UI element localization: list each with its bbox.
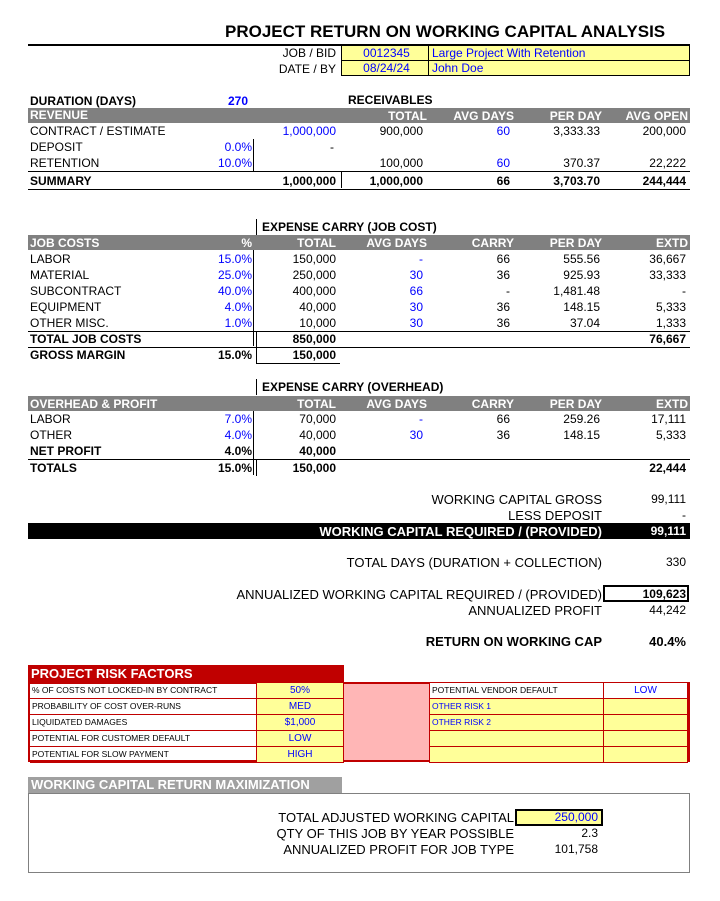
rcv-row2-open: 22,222 xyxy=(649,156,686,170)
totals-extd: 22,444 xyxy=(649,461,686,475)
max-adjusted-label: TOTAL ADJUSTED WORKING CAPITAL xyxy=(278,810,514,825)
overhead-section-title: EXPENSE CARRY (OVERHEAD) xyxy=(262,380,444,394)
rcv-col-open: AVG OPEN xyxy=(625,109,688,123)
jc-col-perday: PER DAY xyxy=(549,236,602,250)
jc-row-days[interactable]: - xyxy=(419,252,423,266)
risk-left-value[interactable]: HIGH xyxy=(256,747,344,763)
jc-row-pct[interactable]: 15.0% xyxy=(217,252,252,266)
jobcost-section-title: EXPENSE CARRY (JOB COST) xyxy=(262,220,437,234)
rcv-col-total: TOTAL xyxy=(388,109,427,123)
job-number-field[interactable]: 0012345 xyxy=(341,45,429,61)
risk-right-label[interactable]: OTHER RISK 1 xyxy=(429,699,604,715)
revenue-contract-total[interactable]: 1,000,000 xyxy=(282,124,336,138)
rcv-row2-perday: 370.37 xyxy=(563,156,600,170)
jc-row-extd: 36,667 xyxy=(649,252,686,266)
return-value: 40.4% xyxy=(649,634,686,649)
summary-bottomline xyxy=(28,189,690,190)
risk-title: PROJECT RISK FACTORS xyxy=(28,665,344,682)
oh-col-perday: PER DAY xyxy=(549,397,602,411)
risk-left-label: LIQUIDATED DAMAGES xyxy=(30,715,256,731)
jc-row-days[interactable]: 30 xyxy=(409,316,423,330)
risk-right-label[interactable] xyxy=(429,747,604,763)
risk-spacer xyxy=(343,684,429,760)
oh-row-total: 40,000 xyxy=(299,428,336,442)
wc-required-value: 99,111 xyxy=(650,524,686,538)
jc-total-label: TOTAL JOB COSTS xyxy=(30,332,142,346)
summary-rcv-open: 244,444 xyxy=(642,174,686,188)
date-label: DATE / BY xyxy=(278,62,336,76)
revenue-deposit-total: - xyxy=(330,140,334,154)
oh-pct-divider xyxy=(253,411,254,475)
revenue-label-deposit: DEPOSIT xyxy=(30,140,83,154)
oh-title-divider xyxy=(256,379,257,395)
rcv-row1-open: 200,000 xyxy=(642,124,686,138)
max-adjusted-value[interactable]: 250,000 xyxy=(554,810,598,824)
wc-deposit-value: - xyxy=(682,508,686,522)
jc-row-carry: 36 xyxy=(496,300,510,314)
jc-row-carry: 66 xyxy=(496,252,510,266)
wc-annual-label: ANNUALIZED WORKING CAPITAL REQUIRED / (PROVIDED) xyxy=(236,587,602,602)
wc-deposit-label: LESS DEPOSIT xyxy=(508,508,602,523)
gross-margin-total: 150,000 xyxy=(292,348,336,362)
wc-profit-label: ANNUALIZED PROFIT xyxy=(468,603,602,618)
job-name-field[interactable]: Large Project With Retention xyxy=(428,45,690,61)
summary-revenue-total: 1,000,000 xyxy=(282,174,336,188)
totals-label: TOTALS xyxy=(30,461,77,475)
risk-left-label: POTENTIAL FOR CUSTOMER DEFAULT xyxy=(30,731,256,747)
rcv-col-perday: PER DAY xyxy=(549,109,602,123)
jc-total-divider xyxy=(256,331,257,364)
revenue-retention-pct[interactable]: 10.0% xyxy=(217,156,252,170)
summary-label: SUMMARY xyxy=(30,174,92,188)
gross-margin-pct: 15.0% xyxy=(217,348,252,362)
oh-row-perday: 148.15 xyxy=(563,428,600,442)
jc-row-perday: 1,481.48 xyxy=(553,284,600,298)
jc-col-total: TOTAL xyxy=(297,236,336,250)
oh-row-label: OTHER xyxy=(30,428,72,442)
summary-divider xyxy=(341,172,342,188)
jc-row-perday: 148.15 xyxy=(563,300,600,314)
oh-row-carry: 36 xyxy=(496,428,510,442)
overhead-header: OVERHEAD & PROFIT xyxy=(30,397,158,411)
rcv-row2-total: 100,000 xyxy=(379,156,423,170)
jc-row-pct[interactable]: 25.0% xyxy=(217,268,252,282)
net-profit-label: NET PROFIT xyxy=(30,444,102,458)
duration-label: DURATION (DAYS) xyxy=(30,94,137,108)
jc-col-pct: % xyxy=(241,236,252,250)
jc-row-extd: 33,333 xyxy=(649,268,686,282)
risk-left-value[interactable]: MED xyxy=(256,699,344,715)
risk-right-value[interactable] xyxy=(603,715,688,731)
page-title: PROJECT RETURN ON WORKING CAPITAL ANALYSIS xyxy=(225,22,666,41)
jc-row-days[interactable]: 30 xyxy=(409,268,423,282)
job-label: JOB / BID xyxy=(282,46,336,60)
maximize-title: WORKING CAPITAL RETURN MAXIMIZATION xyxy=(28,777,342,793)
risk-right-label[interactable] xyxy=(429,731,604,747)
jc-total-total: 850,000 xyxy=(292,332,336,346)
max-profit-value: 101,758 xyxy=(554,842,598,856)
jc-row-label: SUBCONTRACT xyxy=(30,284,122,298)
net-profit-total: 40,000 xyxy=(299,444,336,458)
jc-row-pct[interactable]: 4.0% xyxy=(224,300,252,314)
jc-row-extd: 5,333 xyxy=(655,300,686,314)
revenue-deposit-pct[interactable]: 0.0% xyxy=(224,140,252,154)
oh-col-extd: EXTD xyxy=(655,397,688,411)
risk-right-value[interactable] xyxy=(603,731,688,747)
jc-row-total: 250,000 xyxy=(292,268,336,282)
rcv-row1-perday: 3,333.33 xyxy=(553,124,600,138)
jc-row-days[interactable]: 30 xyxy=(409,300,423,314)
oh-col-carry: CARRY xyxy=(471,397,514,411)
jc-row-extd: - xyxy=(682,284,686,298)
risk-right-label: POTENTIAL VENDOR DEFAULT xyxy=(429,683,604,699)
oh-col-total: TOTAL xyxy=(297,397,336,411)
oh-col-days: AVG DAYS xyxy=(366,397,427,411)
risk-left-label: PROBABILITY OF COST OVER-RUNS xyxy=(30,699,256,715)
jobcost-header: JOB COSTS xyxy=(30,236,100,250)
risk-right-value[interactable]: LOW xyxy=(603,683,688,699)
gross-margin-underline xyxy=(256,363,340,364)
revenue-header: REVENUE xyxy=(28,108,342,123)
totals-divider xyxy=(256,459,257,476)
totals-total: 150,000 xyxy=(292,461,336,475)
jc-row-total: 40,000 xyxy=(299,300,336,314)
summary-rcv-total: 1,000,000 xyxy=(369,174,423,188)
oh-row-extd: 17,111 xyxy=(651,412,686,426)
jc-row-perday: 925.93 xyxy=(563,268,600,282)
risk-left-value[interactable]: LOW xyxy=(256,731,344,747)
jc-row-carry: 36 xyxy=(496,268,510,282)
oh-row-label: LABOR xyxy=(30,412,71,426)
risk-right-label[interactable]: OTHER RISK 2 xyxy=(429,715,604,731)
by-field[interactable]: John Doe xyxy=(428,60,690,76)
oh-row-days[interactable]: - xyxy=(419,412,423,426)
wc-profit-value: 44,242 xyxy=(649,603,686,617)
jc-row-total: 150,000 xyxy=(292,252,336,266)
jc-row-total: 400,000 xyxy=(292,284,336,298)
summary-topline xyxy=(28,171,690,172)
jc-row-days[interactable]: 66 xyxy=(409,284,423,298)
jobcost-title-divider xyxy=(256,219,257,235)
oh-row-pct[interactable]: 7.0% xyxy=(224,412,252,426)
totals-pct: 15.0% xyxy=(217,461,252,475)
jc-col-days: AVG DAYS xyxy=(366,236,427,250)
duration-value[interactable]: 270 xyxy=(227,94,248,108)
wc-gross-value: 99,111 xyxy=(651,492,686,506)
wc-days-value: 330 xyxy=(665,555,686,569)
rcv-row1-days[interactable]: 60 xyxy=(496,124,510,138)
date-field[interactable]: 08/24/24 xyxy=(341,60,429,76)
wc-required-label: WORKING CAPITAL REQUIRED / (PROVIDED) xyxy=(319,524,602,539)
risk-left-label: % OF COSTS NOT LOCKED-IN BY CONTRACT xyxy=(30,683,256,699)
jc-row-pct[interactable]: 40.0% xyxy=(217,284,252,298)
jc-row-extd: 1,333 xyxy=(655,316,686,330)
jc-total-extd: 76,667 xyxy=(649,332,686,346)
revenue-label-retention: RETENTION xyxy=(30,156,100,170)
jc-row-label: MATERIAL xyxy=(30,268,90,282)
jc-row-total: 10,000 xyxy=(299,316,336,330)
oh-row-days[interactable]: 30 xyxy=(409,428,423,442)
pct-divider xyxy=(253,139,254,171)
risk-right-value[interactable] xyxy=(603,699,688,715)
jc-row-label: OTHER MISC. xyxy=(30,316,109,330)
summary-rcv-days: 66 xyxy=(496,174,510,188)
max-profit-label: ANNUALIZED PROFIT FOR JOB TYPE xyxy=(283,842,514,857)
rcv-col-days: AVG DAYS xyxy=(453,109,514,123)
jc-col-carry: CARRY xyxy=(471,236,514,250)
rcv-row2-days[interactable]: 60 xyxy=(496,156,510,170)
oh-row-pct[interactable]: 4.0% xyxy=(224,428,252,442)
max-qty-label: QTY OF THIS JOB BY YEAR POSSIBLE xyxy=(276,826,514,841)
return-label: RETURN ON WORKING CAP xyxy=(425,634,602,649)
summary-rcv-perday: 3,703.70 xyxy=(553,174,600,188)
gross-margin-label: GROSS MARGIN xyxy=(30,348,126,362)
jc-row-perday: 37.04 xyxy=(569,316,600,330)
jc-row-label: LABOR xyxy=(30,252,71,266)
receivables-title: RECEIVABLES xyxy=(348,93,433,107)
risk-right-value[interactable] xyxy=(603,747,688,763)
wc-gross-label: WORKING CAPITAL GROSS xyxy=(431,492,602,507)
oh-row-perday: 259.26 xyxy=(563,412,600,426)
jc-row-carry: 36 xyxy=(496,316,510,330)
revenue-label-contract: CONTRACT / ESTIMATE xyxy=(30,124,166,138)
totals-topline xyxy=(28,459,690,460)
oh-row-extd: 5,333 xyxy=(655,428,686,442)
risk-left-value[interactable]: $1,000 xyxy=(256,715,344,731)
wc-annual-value: 109,623 xyxy=(642,587,686,601)
risk-left-value[interactable]: 50% xyxy=(256,683,344,699)
oh-row-total: 70,000 xyxy=(299,412,336,426)
jc-row-perday: 555.56 xyxy=(563,252,600,266)
max-qty-value: 2.3 xyxy=(581,826,598,840)
jc-total-bottomline xyxy=(28,347,690,348)
jc-row-carry: - xyxy=(506,284,510,298)
jc-col-extd: EXTD xyxy=(655,236,688,250)
net-profit-pct: 4.0% xyxy=(224,444,252,458)
rcv-row1-total: 900,000 xyxy=(379,124,423,138)
jc-row-pct[interactable]: 1.0% xyxy=(224,316,252,330)
oh-row-carry: 66 xyxy=(496,412,510,426)
risk-left-label: POTENTIAL FOR SLOW PAYMENT xyxy=(30,747,256,763)
wc-days-label: TOTAL DAYS (DURATION + COLLECTION) xyxy=(346,555,602,570)
jc-row-label: EQUIPMENT xyxy=(30,300,102,314)
